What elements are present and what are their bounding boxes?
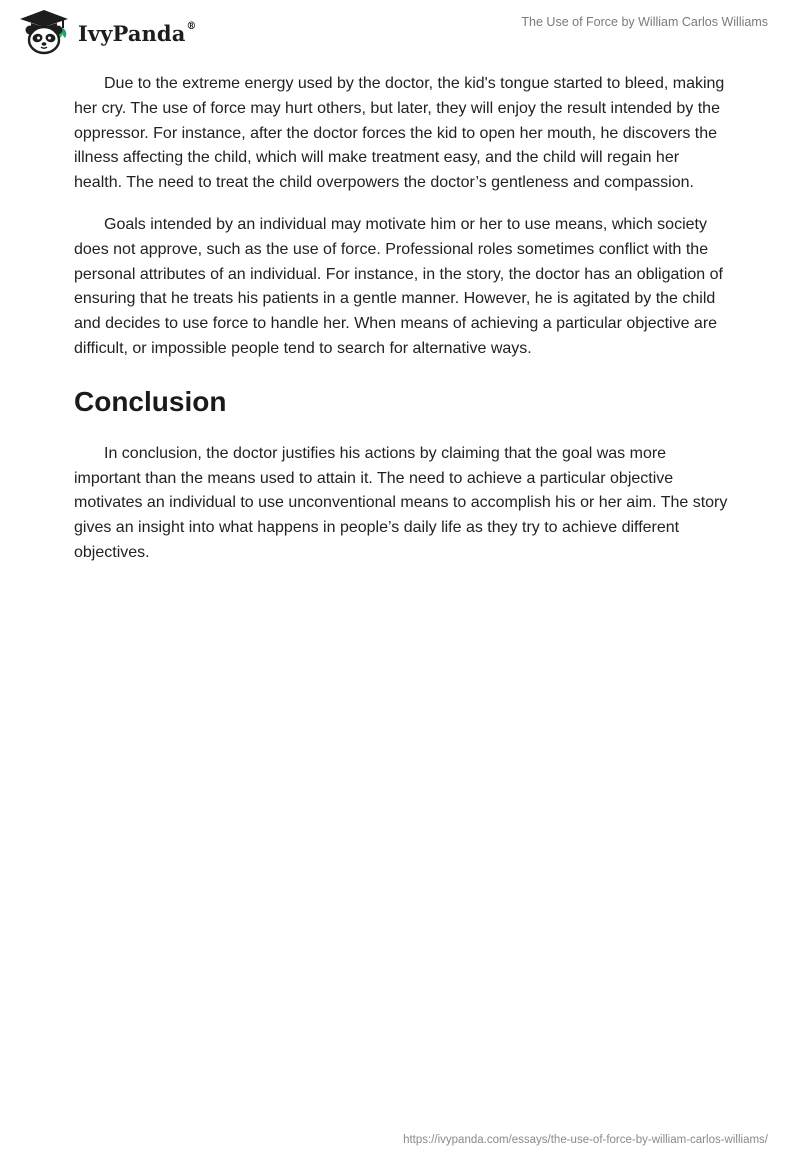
brand-name: IvyPanda® (78, 20, 197, 46)
essay-body (74, 72, 730, 583)
document-title: The Use of Force by William Carlos Williams (521, 15, 768, 29)
ivypanda-logo[interactable] (16, 8, 197, 56)
section-heading-conclusion: Conclusion (74, 385, 227, 417)
panda-graduation-cap-icon (16, 8, 72, 56)
paragraph: In conclusion, the doctor justifies his actions by claiming that the goal was more important than the means used to attain it. The need to achieve a particular objective motivates an individual to use unconventional means to accomplish his or her aim. The story gives an insight into what happens in people’s daily life as they try to achieve different objectives. (74, 444, 728, 561)
paragraph: Due to the extreme energy used by the doctor, the kid's tongue started to bleed, making her cry. The use of force may hurt others, but later, they will enjoy the result intended by the oppressor. For instance, after the doctor forces the kid to open her mouth, he discovers the illness affecting the child, which will make treatment easy, and the child will regain her health. The need to treat the child overpowers the doctor’s gentleness and compassion. (74, 75, 725, 192)
source-url[interactable]: https://ivypanda.com/essays/the-use-of-force-by-william-carlos-williams/ (403, 1134, 768, 1146)
page-header (0, 0, 800, 64)
paragraph: Goals intended by an individual may motivate him or her to use means, which society does not approve, such as the use of force. Professional roles sometimes conflict with the personal attributes of an individual. For instance, in the story, the doctor has an obligation of ensuring that he treats his patients in a gentle manner. However, he is agitated by the child and decides to use force to handle her. When means of achieving a particular objective are difficult, or impossible people tend to search for alternative ways. (74, 215, 723, 357)
